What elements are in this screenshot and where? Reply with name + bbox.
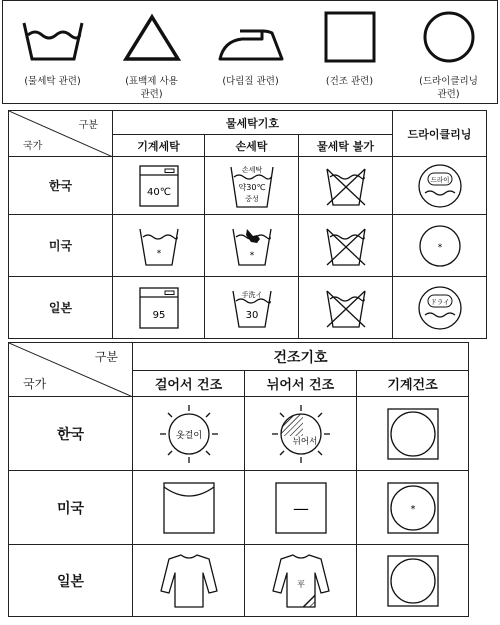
temp-dot: * bbox=[249, 250, 254, 261]
dryclean-symbol bbox=[393, 157, 487, 215]
no-wash-icon bbox=[321, 163, 371, 209]
dryclean-icon bbox=[415, 283, 465, 333]
dryclean-symbol bbox=[393, 277, 487, 339]
legend-dryclean-label: (드라이클리닝 관련) bbox=[419, 76, 478, 100]
col-hand-wash: 손세탁 bbox=[205, 135, 299, 157]
col-machine-wash: 기계세탁 bbox=[113, 135, 205, 157]
hang-dry-symbol bbox=[133, 545, 245, 617]
dryclean-header: 드라이클리닝 bbox=[393, 111, 487, 157]
temp-label: 40℃ bbox=[146, 186, 171, 198]
table-row bbox=[9, 397, 469, 471]
dryclean-symbol bbox=[393, 215, 487, 277]
tumble-dry-icon bbox=[384, 552, 442, 610]
hanger-text: 옷걸이 bbox=[175, 430, 202, 441]
legend-bleach-label: (표백제 사용 관련) bbox=[125, 76, 178, 100]
table-corner-cell bbox=[9, 111, 113, 157]
hand-wash-text: 손세탁 bbox=[241, 165, 262, 174]
wash-tub-icon bbox=[18, 15, 88, 65]
no-wash-icon bbox=[321, 285, 371, 331]
corner-country-label: 국가 bbox=[23, 141, 43, 152]
no-wash-symbol bbox=[299, 277, 393, 339]
iron-icon bbox=[216, 17, 286, 67]
flat-dry-symbol bbox=[245, 397, 357, 471]
legend-washing-label: (물세탁 관련) bbox=[24, 76, 81, 87]
sun-hanger-icon bbox=[156, 401, 222, 467]
legend-bleach bbox=[102, 1, 201, 105]
hand-wash-tub-icon bbox=[227, 161, 277, 211]
tumble-dry-icon bbox=[384, 405, 442, 463]
hand-wash-symbol bbox=[205, 157, 299, 215]
country-korea: 한국 bbox=[9, 397, 133, 471]
legend-drying-label: (건조 관련) bbox=[325, 76, 374, 87]
machine-wash-symbol bbox=[113, 157, 205, 215]
machine-dry-symbol bbox=[357, 471, 469, 545]
dryclean-text: 드라이 bbox=[430, 175, 449, 184]
country-usa: 미국 bbox=[9, 471, 133, 545]
flat-kanji: 平 bbox=[296, 579, 305, 589]
machine-wash-symbol bbox=[113, 277, 205, 339]
shirt-hang-icon bbox=[157, 551, 221, 611]
hand-wash-tub-icon bbox=[227, 285, 277, 331]
legend-ironing-label: (다림질 관련) bbox=[222, 76, 279, 87]
line-dry-icon bbox=[160, 479, 218, 537]
no-wash-icon bbox=[321, 223, 371, 269]
flat-text: 뉘어서 bbox=[292, 436, 317, 447]
table-row bbox=[9, 157, 487, 215]
flat-line: — bbox=[292, 498, 309, 518]
dry-square-icon bbox=[322, 9, 378, 65]
machine-dry-symbol bbox=[357, 545, 469, 617]
table-corner-cell bbox=[9, 343, 133, 397]
col-hang-dry: 걸어서 건조 bbox=[133, 371, 245, 397]
table-row bbox=[9, 215, 487, 277]
dryclean-text: ドライ bbox=[429, 297, 450, 306]
corner-category-label: 구분 bbox=[94, 350, 118, 364]
machine-wash-symbol bbox=[113, 215, 205, 277]
corner-country-label: 국가 bbox=[23, 377, 47, 391]
dry-flat-icon bbox=[272, 479, 330, 537]
dry-group-header: 건조기호 bbox=[133, 343, 469, 371]
dryclean-circle-icon bbox=[421, 9, 477, 65]
no-wash-symbol bbox=[299, 215, 393, 277]
table-row bbox=[9, 545, 469, 617]
bleach-triangle-icon bbox=[122, 13, 182, 63]
country-japan: 일본 bbox=[9, 545, 133, 617]
hang-dry-symbol bbox=[133, 471, 245, 545]
legend-ironing bbox=[201, 1, 300, 105]
country-korea: 한국 bbox=[9, 157, 113, 215]
wash-tub-dot-icon bbox=[134, 223, 184, 269]
legend-dryclean bbox=[399, 1, 498, 105]
hand-wash-symbol bbox=[205, 215, 299, 277]
dry-dot: * bbox=[410, 503, 416, 515]
country-japan: 일본 bbox=[9, 277, 113, 339]
machine-dry-symbol bbox=[357, 397, 469, 471]
legend-drying bbox=[300, 1, 399, 105]
country-usa: 미국 bbox=[9, 215, 113, 277]
hand-wash-temp: 30 bbox=[245, 309, 258, 321]
flat-dry-symbol bbox=[245, 545, 357, 617]
no-wash-symbol bbox=[299, 157, 393, 215]
washing-machine-icon bbox=[136, 285, 182, 331]
table-row bbox=[9, 277, 487, 339]
table-row bbox=[9, 471, 469, 545]
dryclean-dot-icon bbox=[415, 221, 465, 271]
wash-group-header: 물세탁기호 bbox=[113, 111, 393, 135]
flat-dry-symbol bbox=[245, 471, 357, 545]
temp-label: 95 bbox=[152, 309, 165, 321]
col-no-wash: 물세탁 불가 bbox=[299, 135, 393, 157]
temp-dot: * bbox=[156, 248, 161, 259]
hand-wash-symbol bbox=[205, 277, 299, 339]
hand-wash-hand-icon bbox=[227, 223, 277, 269]
corner-category-label: 구분 bbox=[78, 120, 98, 131]
hang-dry-symbol bbox=[133, 397, 245, 471]
sun-flat-icon bbox=[268, 401, 334, 467]
col-flat-dry: 뉘어서 건조 bbox=[245, 371, 357, 397]
washing-symbol-table bbox=[8, 110, 487, 339]
hand-wash-text: 手洗イ bbox=[241, 290, 262, 299]
shirt-flat-icon bbox=[269, 551, 333, 611]
symbol-legend-panel bbox=[2, 0, 498, 104]
legend-washing bbox=[3, 1, 102, 105]
washing-machine-icon bbox=[136, 163, 182, 209]
dryclean-dot: * bbox=[437, 242, 442, 253]
hand-wash-neutral: 중성 bbox=[244, 194, 259, 203]
dryclean-icon bbox=[415, 161, 465, 211]
hand-wash-temp: 약30℃ bbox=[238, 182, 265, 192]
tumble-dry-dot-icon bbox=[384, 479, 442, 537]
drying-symbol-table bbox=[8, 342, 469, 617]
col-machine-dry: 기계건조 bbox=[357, 371, 469, 397]
